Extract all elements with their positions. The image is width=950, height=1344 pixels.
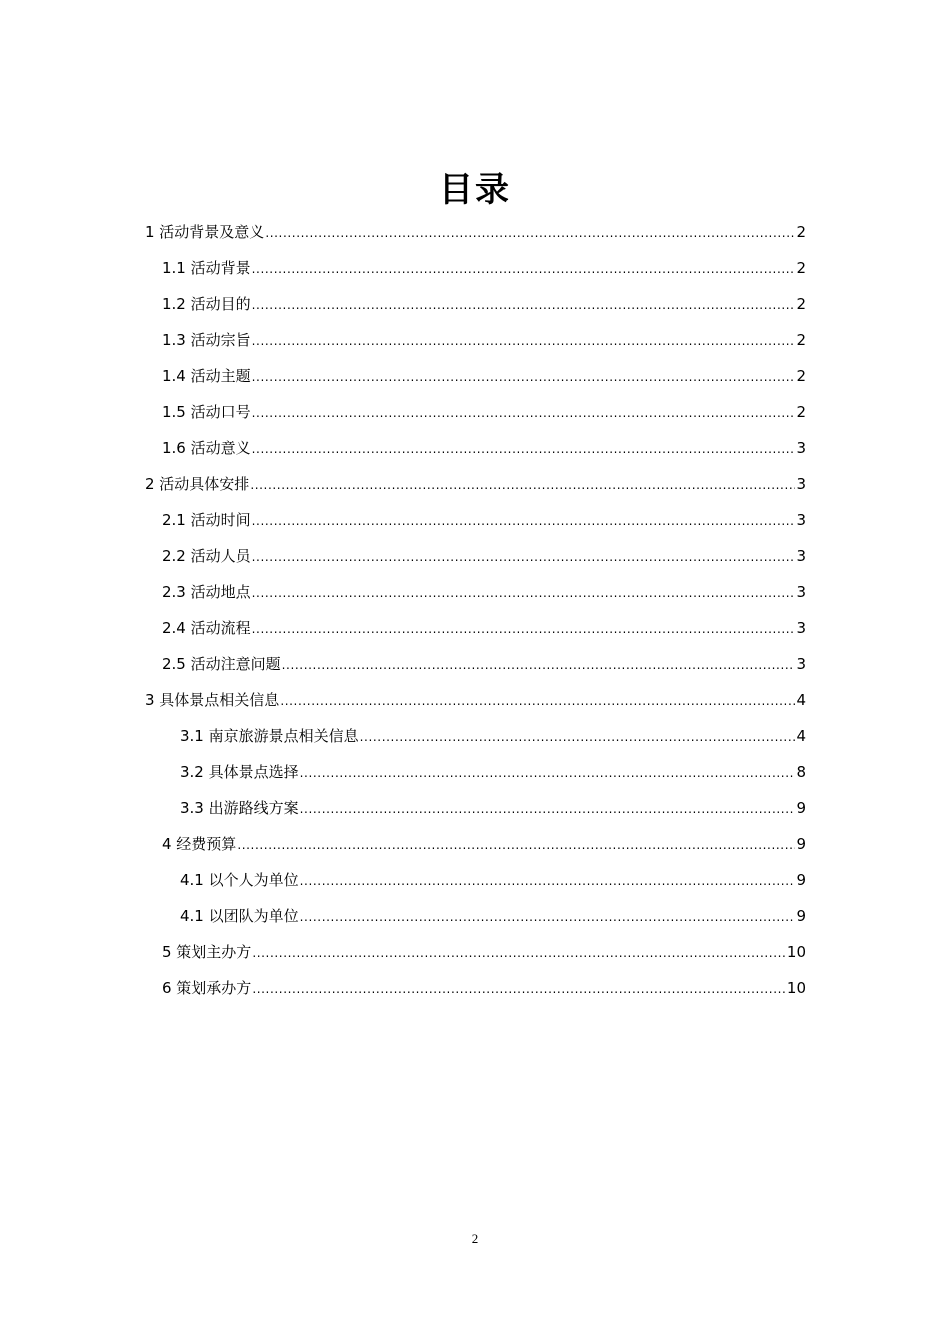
toc-dot-leader <box>280 683 795 719</box>
toc-entry-page: 10 <box>786 943 806 961</box>
toc-entry-label: 4.1 以团队为单位 <box>180 907 299 925</box>
toc-entry-label: 2.5 活动注意问题 <box>162 655 281 673</box>
toc-dot-leader <box>265 215 795 251</box>
toc-dot-leader <box>252 935 786 971</box>
toc-entry-label: 1.5 活动口号 <box>162 403 251 421</box>
toc-entry-page: 9 <box>796 871 806 889</box>
toc-entry-page: 3 <box>796 439 806 457</box>
toc-entry-2-3[interactable] <box>162 574 806 610</box>
toc-dot-leader <box>252 611 796 647</box>
toc-entry-page: 3 <box>796 619 806 637</box>
toc-entry-4-1-team[interactable] <box>180 898 806 934</box>
toc-entry-page: 2 <box>796 259 806 277</box>
toc-entry-1-1[interactable] <box>162 250 806 286</box>
toc-entry-page: 3 <box>796 655 806 673</box>
toc-entry-1[interactable] <box>145 214 806 250</box>
toc-entry-page: 2 <box>796 367 806 385</box>
toc-entry-label: 1 活动背景及意义 <box>145 223 265 241</box>
toc-entry-page: 2 <box>796 331 806 349</box>
toc-entry-page: 9 <box>796 799 806 817</box>
toc-entry-page: 10 <box>786 979 806 997</box>
toc-entry-label: 2.2 活动人员 <box>162 547 251 565</box>
toc-dot-leader <box>252 539 796 575</box>
toc-entry-page: 4 <box>796 691 806 709</box>
page-number: 2 <box>471 1231 479 1246</box>
toc-entry-label: 3 具体景点相关信息 <box>145 691 280 709</box>
toc-entry-page: 9 <box>796 907 806 925</box>
toc-entry-6[interactable] <box>162 970 806 1006</box>
toc-entry-label: 3.1 南京旅游景点相关信息 <box>180 727 359 745</box>
toc-entry-label: 5 策划主办方 <box>162 943 252 961</box>
toc-entry-3-2[interactable] <box>180 754 806 790</box>
toc-entry-page: 2 <box>796 295 806 313</box>
toc-dot-leader <box>252 971 786 1007</box>
toc-entry-label: 2 活动具体安排 <box>145 475 250 493</box>
toc-dot-leader <box>250 467 795 503</box>
toc-entry-1-2[interactable] <box>162 286 806 322</box>
toc-entry-2-5[interactable] <box>162 646 806 682</box>
toc-entry-2-1[interactable] <box>162 502 806 538</box>
toc-entry-1-3[interactable] <box>162 322 806 358</box>
toc-entry-5[interactable] <box>162 934 806 970</box>
toc-entry-label: 1.3 活动宗旨 <box>162 331 251 349</box>
toc-entry-1-6[interactable] <box>162 430 806 466</box>
toc-entry-page: 3 <box>796 475 806 493</box>
toc-dot-leader <box>252 431 796 467</box>
toc-entry-label: 1.1 活动背景 <box>162 259 251 277</box>
toc-entry-label: 4.1 以个人为单位 <box>180 871 299 889</box>
toc-dot-leader <box>300 863 796 899</box>
toc-entry-label: 6 策划承办方 <box>162 979 252 997</box>
toc-entry-label: 3.3 出游路线方案 <box>180 799 299 817</box>
toc-entry-4-1-individual[interactable] <box>180 862 806 898</box>
toc-entry-label: 3.2 具体景点选择 <box>180 763 299 781</box>
toc-entry-label: 2.1 活动时间 <box>162 511 251 529</box>
toc-dot-leader <box>252 287 796 323</box>
toc-entry-page: 3 <box>796 511 806 529</box>
toc-dot-leader <box>252 395 796 431</box>
toc-entry-page: 4 <box>796 727 806 745</box>
toc-entry-2-2[interactable] <box>162 538 806 574</box>
toc-entry-2-4[interactable] <box>162 610 806 646</box>
toc-entry-page: 3 <box>796 583 806 601</box>
toc-entry-page: 8 <box>796 763 806 781</box>
toc-entry-3-1[interactable] <box>180 718 806 754</box>
toc-entry-1-5[interactable] <box>162 394 806 430</box>
toc-dot-leader <box>360 719 796 755</box>
toc-entry-3-3[interactable] <box>180 790 806 826</box>
toc-dot-leader <box>252 323 796 359</box>
toc-entry-label: 4 经费预算 <box>162 835 237 853</box>
toc-entry-label: 1.6 活动意义 <box>162 439 251 457</box>
toc-dot-leader <box>300 791 796 827</box>
toc-entry-page: 3 <box>796 547 806 565</box>
toc-title: 目录 <box>439 170 511 210</box>
toc-entry-page: 2 <box>796 223 806 241</box>
toc-dot-leader <box>252 251 796 287</box>
toc-entry-page: 2 <box>796 403 806 421</box>
toc-dot-leader <box>300 899 796 935</box>
toc-entry-2[interactable] <box>145 466 806 502</box>
toc-dot-leader <box>252 575 796 611</box>
toc-entry-3[interactable] <box>145 682 806 718</box>
toc-dot-leader <box>252 359 796 395</box>
toc-entry-1-4[interactable] <box>162 358 806 394</box>
toc-entry-label: 1.2 活动目的 <box>162 295 251 313</box>
toc-dot-leader <box>237 827 795 863</box>
toc-entry-label: 2.3 活动地点 <box>162 583 251 601</box>
toc-entry-page: 9 <box>796 835 806 853</box>
toc-dot-leader <box>252 503 796 539</box>
toc-entry-4[interactable] <box>162 826 806 862</box>
toc-dot-leader <box>282 647 796 683</box>
toc-entry-label: 1.4 活动主题 <box>162 367 251 385</box>
toc-entry-label: 2.4 活动流程 <box>162 619 251 637</box>
toc-dot-leader <box>300 755 796 791</box>
